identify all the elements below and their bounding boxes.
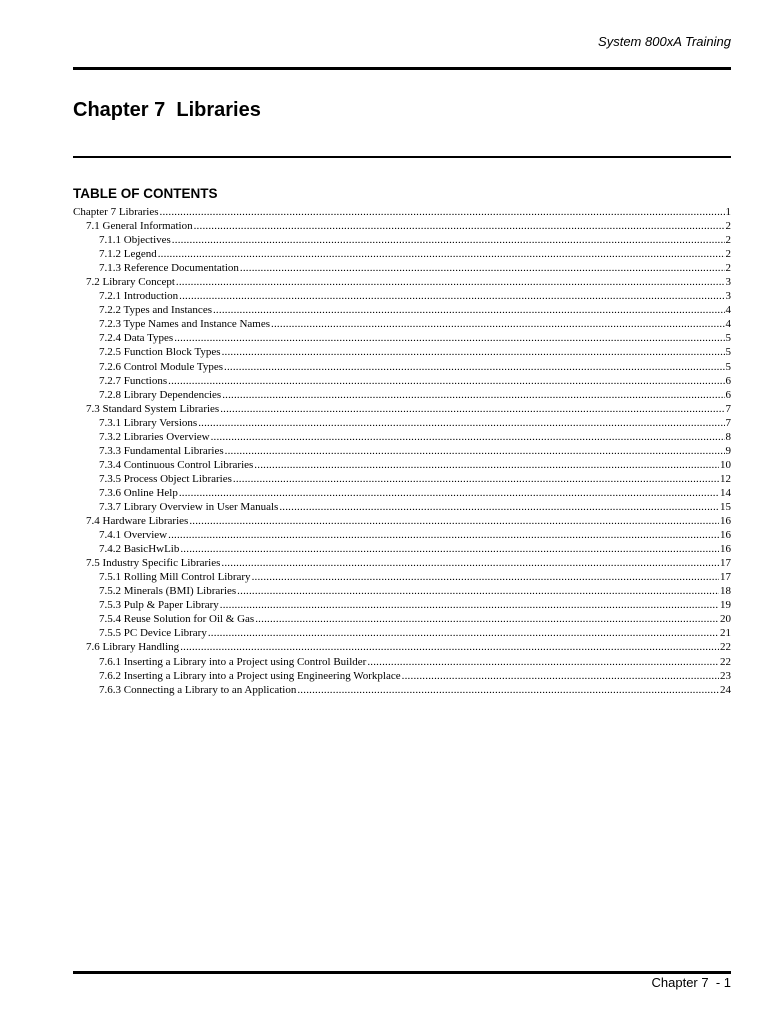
toc-dot-leader xyxy=(168,528,719,542)
toc-dot-leader xyxy=(222,388,724,402)
toc-entry-title: 7.3 Standard System Libraries xyxy=(86,402,220,415)
toc-entry-page: 16 xyxy=(720,515,731,528)
toc-entry[interactable] xyxy=(73,458,731,472)
toc-entry-page: 16 xyxy=(720,529,731,542)
toc-entry[interactable] xyxy=(73,388,731,402)
footer-rule xyxy=(73,971,731,974)
toc-entry-title: 7.5.3 Pulp & Paper Library xyxy=(99,599,219,612)
toc-entry[interactable] xyxy=(73,612,731,626)
toc-entry[interactable] xyxy=(73,626,731,640)
toc-entry-title: 7.3.7 Library Overview in User Manuals xyxy=(99,500,279,513)
toc-entry[interactable] xyxy=(73,416,731,430)
toc-entry-title: 7.3.1 Library Versions xyxy=(99,416,198,429)
toc-entry[interactable] xyxy=(73,205,731,219)
toc-entry-title: 7.2 Library Concept xyxy=(86,276,175,289)
toc-dot-leader xyxy=(160,205,725,219)
toc-dot-leader xyxy=(179,486,719,500)
toc-entry[interactable] xyxy=(73,472,731,486)
toc-entry-page: 19 xyxy=(720,599,731,612)
toc-entry-page: 9 xyxy=(725,444,731,457)
toc-entry-title: 7.3.6 Online Help xyxy=(99,486,178,499)
toc-entry[interactable] xyxy=(73,303,731,317)
toc-entry[interactable] xyxy=(73,542,731,556)
toc-entry-page: 4 xyxy=(725,318,731,331)
toc-dot-leader xyxy=(252,570,719,584)
running-header-title: System 800xA Training xyxy=(598,34,731,49)
toc-entry-page: 2 xyxy=(725,220,731,233)
toc-entry[interactable] xyxy=(73,402,731,416)
toc-dot-leader xyxy=(271,317,724,331)
toc-entry[interactable] xyxy=(73,247,731,261)
toc-entry-page: 22 xyxy=(720,641,731,654)
toc-dot-leader xyxy=(402,669,719,683)
toc-dot-leader xyxy=(174,331,724,345)
toc-entry-page: 1 xyxy=(725,206,731,218)
toc-entry-page: 22 xyxy=(720,655,731,668)
toc-entry-title: 7.2.6 Control Module Types xyxy=(99,360,223,373)
toc-dot-leader xyxy=(189,514,719,528)
toc-entry-title: 7.3.3 Fundamental Libraries xyxy=(99,444,224,457)
toc-entry-page: 7 xyxy=(725,402,731,415)
toc-dot-leader xyxy=(225,444,725,458)
toc-entry-page: 2 xyxy=(725,234,731,247)
toc-entry-title: 7.1.2 Legend xyxy=(99,248,157,261)
toc-entry-page: 4 xyxy=(725,304,731,317)
toc-entry-title: 7.1.3 Reference Documentation xyxy=(99,262,239,275)
header-rule xyxy=(73,67,731,70)
toc-entry-page: 14 xyxy=(720,486,731,499)
toc-entry[interactable] xyxy=(73,444,731,458)
toc-entry[interactable] xyxy=(73,233,731,247)
heading-rule xyxy=(73,156,731,158)
toc-entry-title: 7.2.1 Introduction xyxy=(99,290,179,303)
toc-entry[interactable] xyxy=(73,317,731,331)
toc-dot-leader xyxy=(297,683,719,697)
toc-entry-title: 7.5.4 Reuse Solution for Oil & Gas xyxy=(99,613,255,626)
toc-dot-leader xyxy=(172,233,725,247)
toc-dot-leader xyxy=(237,584,719,598)
toc-entry-page: 6 xyxy=(725,388,731,401)
toc-entry-page: 21 xyxy=(720,627,731,640)
toc-entry[interactable] xyxy=(73,360,731,374)
toc-entry-title: 7.2.2 Types and Instances xyxy=(99,304,212,317)
toc-entry[interactable] xyxy=(73,289,731,303)
toc-entry-page: 2 xyxy=(725,248,731,261)
toc-dot-leader xyxy=(179,289,724,303)
toc-entry-page: 5 xyxy=(725,332,731,345)
toc-entry[interactable] xyxy=(73,486,731,500)
toc-dot-leader xyxy=(220,402,724,416)
toc-entry[interactable] xyxy=(73,430,731,444)
toc-entry[interactable] xyxy=(73,345,731,359)
toc-entry-page: 10 xyxy=(720,458,731,471)
toc-entry-title: 7.4.2 BasicHwLib xyxy=(99,543,180,556)
toc-entry-page: 15 xyxy=(720,500,731,513)
toc-dot-leader xyxy=(254,458,719,472)
toc-dot-leader xyxy=(176,275,725,289)
toc-dot-leader xyxy=(222,345,725,359)
toc-dot-leader xyxy=(208,626,719,640)
toc-dot-leader xyxy=(279,500,719,514)
toc-entry-title: 7.6.3 Connecting a Library to an Application xyxy=(99,683,297,696)
toc-entry-page: 5 xyxy=(725,346,731,359)
toc-entry-title: 7.2.8 Library Dependencies xyxy=(99,388,222,401)
toc-entry-page: 2 xyxy=(725,262,731,275)
toc-entry-title: 7.3.4 Continuous Control Libraries xyxy=(99,458,254,471)
toc-dot-leader xyxy=(240,261,725,275)
toc-entry-title: 7.2.7 Functions xyxy=(99,374,168,387)
toc-entry[interactable] xyxy=(73,584,731,598)
toc-dot-leader xyxy=(224,360,725,374)
toc-entry[interactable] xyxy=(73,655,731,669)
toc-entry-title: 7.6.1 Inserting a Library into a Project using Control Builder xyxy=(99,655,367,668)
toc-entry-title: 7.5.5 PC Device Library xyxy=(99,627,207,640)
toc-entry-title: 7.1.1 Objectives xyxy=(99,234,171,247)
toc-entry[interactable] xyxy=(73,528,731,542)
toc-dot-leader xyxy=(168,374,724,388)
toc-entry[interactable] xyxy=(73,514,731,528)
toc-entry[interactable] xyxy=(73,669,731,683)
toc-entry-page: 17 xyxy=(720,557,731,570)
toc-entry-title: 7.5 Industry Specific Libraries xyxy=(86,557,221,570)
toc-entry-page: 24 xyxy=(720,683,731,696)
toc-entry-title: 7.2.5 Function Block Types xyxy=(99,346,221,359)
toc-entry[interactable] xyxy=(73,261,731,275)
toc-entry-title: 7.6.2 Inserting a Library into a Project using Engineering Workplace xyxy=(99,669,401,682)
toc-entry-title: 7.3.2 Libraries Overview xyxy=(99,430,210,443)
toc-heading: TABLE OF CONTENTS xyxy=(73,186,218,201)
toc-entry[interactable] xyxy=(73,331,731,345)
toc-entry-page: 17 xyxy=(720,571,731,584)
toc-entry-title: 7.4 Hardware Libraries xyxy=(86,515,189,528)
toc-entry-title: 7.6 Library Handling xyxy=(86,641,180,654)
toc-entry-page: 12 xyxy=(720,472,731,485)
toc-entry-title: 7.4.1 Overview xyxy=(99,529,168,542)
toc-dot-leader xyxy=(211,430,725,444)
toc-entry[interactable] xyxy=(73,640,731,654)
chapter-heading: Chapter 7 Libraries xyxy=(73,99,261,121)
toc-dot-leader xyxy=(180,542,719,556)
toc-dot-leader xyxy=(255,612,719,626)
toc-entry-title: 7.2.4 Data Types xyxy=(99,332,174,345)
toc-entry[interactable] xyxy=(73,500,731,514)
toc-entry-page: 5 xyxy=(725,360,731,373)
toc-entry-page: 7 xyxy=(725,416,731,429)
toc-entry-title: 7.5.1 Rolling Mill Control Library xyxy=(99,571,251,584)
toc-dot-leader xyxy=(221,556,719,570)
toc-entry[interactable] xyxy=(73,219,731,233)
toc-entry[interactable] xyxy=(73,683,731,697)
toc-entry-page: 20 xyxy=(720,613,731,626)
toc-dot-leader xyxy=(220,598,719,612)
toc-entry-title: 7.3.5 Process Object Libraries xyxy=(99,472,232,485)
toc-entry[interactable] xyxy=(73,556,731,570)
toc-dot-leader xyxy=(213,303,725,317)
toc-entry[interactable] xyxy=(73,570,731,584)
toc-list xyxy=(73,205,731,697)
toc-dot-leader xyxy=(233,472,719,486)
toc-entry-page: 16 xyxy=(720,543,731,556)
toc-entry-page: 6 xyxy=(725,374,731,387)
toc-dot-leader xyxy=(194,219,725,233)
toc-entry[interactable] xyxy=(73,275,731,289)
toc-entry-title: 7.2.3 Type Names and Instance Names xyxy=(99,318,271,331)
toc-entry-page: 23 xyxy=(720,669,731,682)
toc-entry[interactable] xyxy=(73,598,731,612)
footer-page-label: Chapter 7 - 1 xyxy=(651,975,731,990)
toc-entry-title: 7.1 General Information xyxy=(86,220,193,233)
toc-entry-title: Chapter 7 Libraries xyxy=(73,206,159,218)
toc-dot-leader xyxy=(198,416,724,430)
toc-entry-page: 3 xyxy=(725,276,731,289)
toc-entry[interactable] xyxy=(73,374,731,388)
toc-entry-page: 18 xyxy=(720,585,731,598)
toc-dot-leader xyxy=(367,655,719,669)
toc-entry-page: 8 xyxy=(725,430,731,443)
toc-entry-title: 7.5.2 Minerals (BMI) Libraries xyxy=(99,585,237,598)
toc-dot-leader xyxy=(158,247,725,261)
toc-entry-page: 3 xyxy=(725,290,731,303)
toc-dot-leader xyxy=(180,640,719,654)
